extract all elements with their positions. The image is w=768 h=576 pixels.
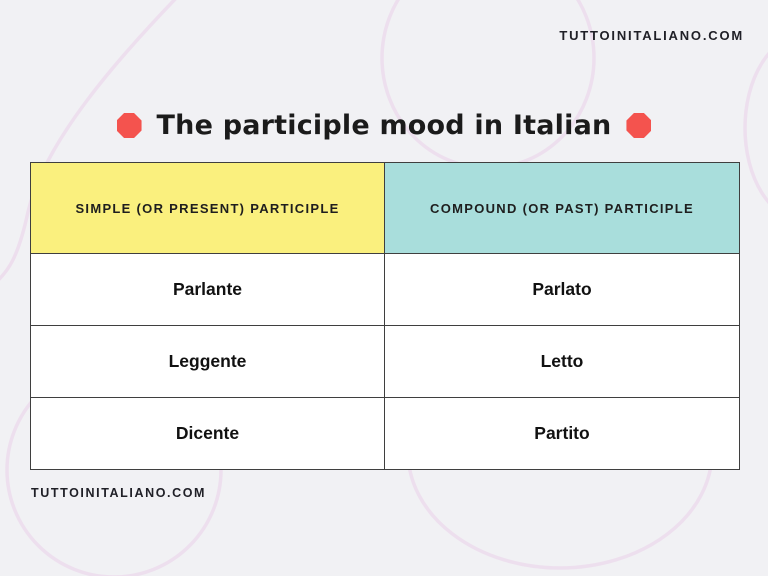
table-cell-simple-row2: Leggente [31,325,384,397]
title-row [0,110,768,141]
site-name-top: TUTTOINITALIANO.COM [559,28,744,43]
table-cell-compound-row2: Letto [384,325,739,397]
page-title: The participle mood in Italian [156,110,612,141]
table-cell-compound-row3: Partito [384,397,739,469]
table-cell-simple-row3: Dicente [31,397,384,469]
site-name-bottom: TUTTOINITALIANO.COM [31,486,207,500]
red-octagon-icon [117,113,142,138]
table-cell-compound-row1: Parlato [384,253,739,325]
table-header-simple-participle: SIMPLE (OR PRESENT) PARTICIPLE [31,163,384,253]
red-octagon-icon [626,113,651,138]
table-header-compound-participle: COMPOUND (OR PAST) PARTICIPLE [384,163,739,253]
table-cell-simple-row1: Parlante [31,253,384,325]
participle-table [30,162,740,470]
